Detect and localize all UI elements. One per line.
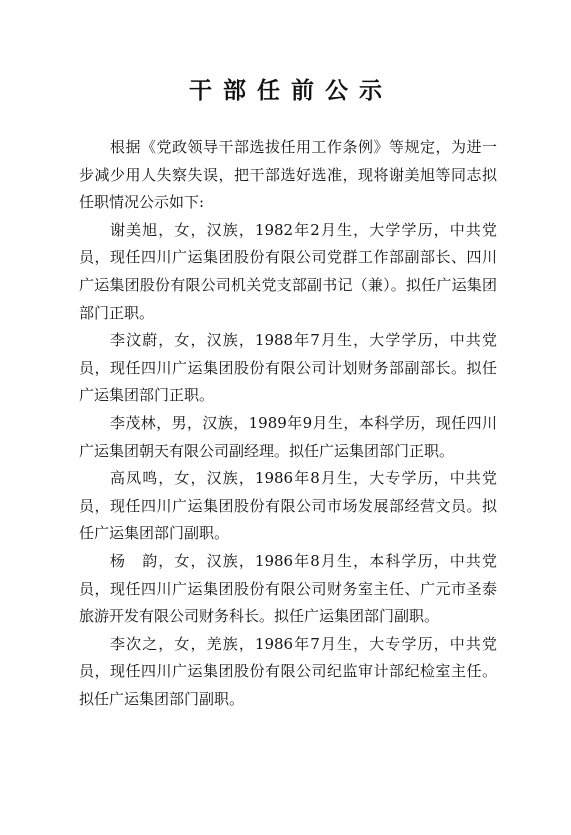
document-title: 干部任前公示 bbox=[189, 78, 393, 104]
paragraph-candidate-li-cizhi: 李次之，女，羌族，1986年7月生，大专学历，中共党员，现任四川广运集团股份有限公司纪监审计部纪检室主任。拟任广运集团部门副职。 bbox=[79, 634, 497, 708]
paragraph-candidate-gao-fengming: 高凤鸣，女，汉族，1986年8月生，大专学历，中共党员，现任四川广运集团股份有限公司市场发展部经营文员。拟任广运集团部门副职。 bbox=[79, 469, 497, 543]
paragraph-intro: 根据《党政领导干部选拔任用工作条例》等规定，为进一步减少用人失察失误，把干部选好选准，现将谢美旭等同志拟任职情况公示如下: bbox=[79, 138, 497, 212]
paragraph-candidate-xie-meixu: 谢美旭，女，汉族，1982年2月生，大学学历，中共党员，现任四川广运集团股份有限公司党群工作部副部长、四川广运集团股份有限公司机关党支部副书记（兼）。拟任广运集团部门正职。 bbox=[79, 220, 497, 322]
paragraph-candidate-li-maolin: 李茂林，男，汉族，1989年9月生，本科学历，现任四川广运集团朝天有限公司副经理。拟任广运集团部门正职。 bbox=[79, 413, 497, 460]
paragraph-candidate-yang-yun: 杨 韵，女，汉族，1986年8月生，本科学历，中共党员，现任四川广运集团股份有限公司财务室主任、广元市圣泰旅游开发有限公司财务科长。拟任广运集团部门副职。 bbox=[79, 551, 497, 626]
document-body bbox=[79, 134, 497, 713]
paragraph-candidate-li-wenwei: 李汶蔚，女，汉族，1988年7月生，大学学历，中共党员，现任四川广运集团股份有限公司计划财务部副部长。拟任广运集团部门正职。 bbox=[79, 331, 497, 405]
